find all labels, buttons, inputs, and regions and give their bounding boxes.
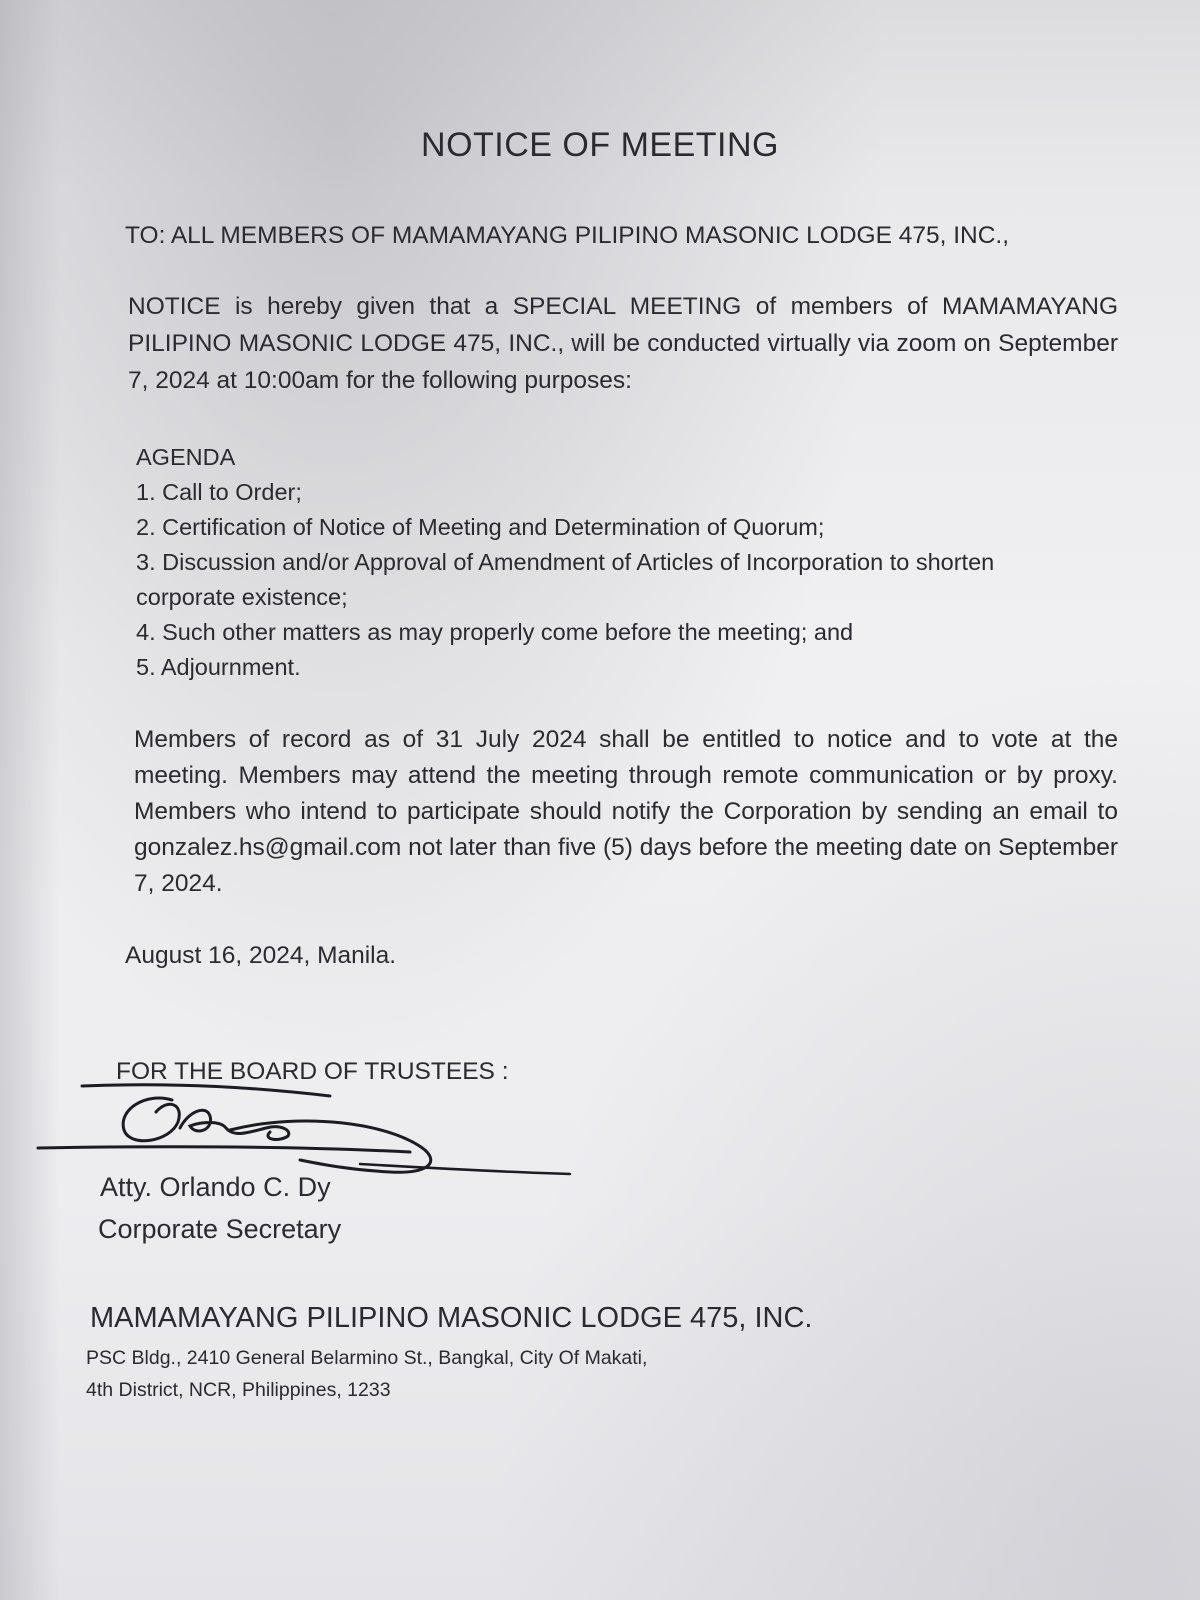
signature-stroke <box>123 1098 179 1141</box>
agenda-item: 4. Such other matters as may properly come before the meeting; and <box>136 619 854 645</box>
agenda-item: 1. Call to Order; <box>136 479 302 505</box>
signature-stroke <box>38 1147 410 1152</box>
page-shadow <box>0 0 60 1600</box>
agenda-section <box>136 440 1096 685</box>
notice-paragraph: NOTICE is hereby given that a SPECIAL MEETING of members of MAMAMAYANG PILIPINO MASONIC LODGE 475, INC., will be conducted virtually via zoom on September 7, 2024 at 10:00am for the following purposes: <box>128 293 1118 394</box>
board-line: FOR THE BOARD OF TRUSTEES : <box>116 1058 509 1085</box>
signature-stroke <box>180 1110 289 1139</box>
agenda-item: 2. Certification of Notice of Meeting and Determination of Quorum; <box>136 514 825 540</box>
address-line: 4th District, NCR, Philippines, 1233 <box>86 1379 391 1401</box>
members-paragraph: Members of record as of 31 July 2024 shall be entitled to notice and to vote at the meeting. Members may attend the meeting through remote communication or by proxy. Members who intend to participate should notify the Corporation by sending an email to gonzalez.hs@gmail.com not later than five (5) days before the meeting date on September 7, 2024. <box>134 726 1118 897</box>
organization-address <box>86 1342 647 1406</box>
addressee-line: TO: ALL MEMBERS OF MAMAMAYANG PILIPINO MASONIC LODGE 475, INC., <box>125 222 1010 249</box>
organization-name: MAMAMAYANG PILIPINO MASONIC LODGE 475, INC. <box>90 1302 813 1334</box>
signer-title: Corporate Secretary <box>98 1214 342 1244</box>
address-line: PSC Bldg., 2410 General Belarmino St., Bangkal, City Of Makati, <box>86 1347 648 1369</box>
agenda-item: 3. Discussion and/or Approval of Amendment of Articles of Incorporation to shorten corporate existence; <box>136 549 995 610</box>
agenda-heading: AGENDA <box>136 444 236 470</box>
signature-stroke <box>82 1085 330 1096</box>
dateline: August 16, 2024, Manila. <box>125 942 397 969</box>
signer-name: Atty. Orlando C. Dy <box>100 1172 331 1202</box>
page-title: NOTICE OF MEETING <box>421 126 779 164</box>
agenda-item: 5. Adjournment. <box>136 654 301 680</box>
